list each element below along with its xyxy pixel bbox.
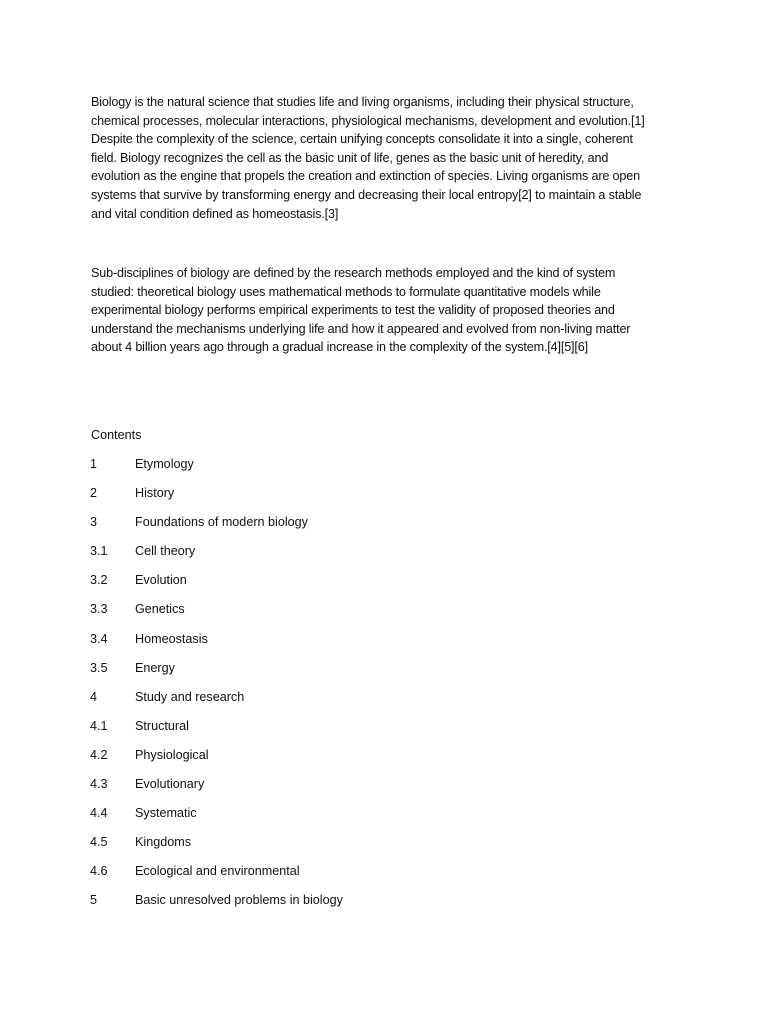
toc-item [90,542,510,571]
toc-item [90,775,510,804]
toc-item [90,688,510,717]
toc-item [90,804,510,833]
toc-item-title: Kingdoms [135,835,192,850]
toc-item [90,600,510,629]
toc-item-number: 3.5 [90,660,108,675]
toc-item-title: Genetics [135,602,185,617]
subdisciplines-paragraph: Sub-disciplines of biology are defined by the research methods employed and the kind of system studied: theoretical biology uses mathematical methods to formulate quantitative models while experimental biology performs empirical experiments to test the validity of proposed theories and understand the mechanisms underlying life and how it appeared and evolved from non-living matter about 4 billion years ago through a gradual increase in the complexity of the system.[4][5][6] [91,266,631,355]
table-of-contents [90,455,510,921]
toc-item-title: Systematic [135,806,197,821]
toc-item [90,571,510,600]
toc-item-number: 4.1 [90,718,108,733]
toc-item [90,630,510,659]
toc-item-title: Basic unresolved problems in biology [135,893,343,908]
toc-item-number: 3.2 [90,573,108,588]
toc-item-number: 4.3 [90,777,108,792]
intro-paragraph: Biology is the natural science that studies life and living organisms, including their physical structure, chemical processes, molecular interactions, physiological mechanisms, development and evolution.[1] Despite the complexity of the science, certain unifying concepts consolidate it into a single, coherent field. Biology recognizes the cell as the basic unit of life, genes as the basic unit of heredity, and evolution as the engine that propels the creation and extinction of species. Living organisms are open systems that survive by transforming energy and decreasing their local entropy[2] to maintain a stable and vital condition defined as homeostasis.[3] [91,95,645,221]
toc-item-number: 4.6 [90,864,108,879]
toc-item-title: Study and research [135,689,245,704]
toc-item-title: Evolution [135,573,187,588]
toc-item-number: 4.2 [90,747,108,762]
toc-item-title: Homeostasis [135,631,208,646]
toc-item [90,862,510,891]
toc-item-number: 4.4 [90,806,108,821]
toc-item-title: History [135,486,175,501]
toc-item-title: Etymology [135,457,194,471]
toc-item-title: Cell theory [135,544,196,559]
toc-item [90,891,510,920]
toc-item-number: 2 [90,486,98,501]
toc-item-number: 3.1 [90,544,108,559]
toc-item-number: 3.4 [90,631,108,646]
toc-item [90,484,510,513]
toc-item-number: 1 [90,457,98,471]
toc-item [90,659,510,688]
toc-item-title: Foundations of modern biology [135,515,308,530]
toc-item [90,833,510,862]
toc-item [90,513,510,542]
toc-item [90,746,510,775]
toc-item [90,717,510,746]
toc-item-number: 3 [90,515,98,530]
toc-item [90,455,510,484]
toc-item-number: 3.3 [90,602,108,617]
toc-item-title: Ecological and environmental [135,864,300,879]
toc-item-number: 4 [90,689,98,704]
toc-item-title: Energy [135,660,175,675]
contents-heading: Contents [91,428,142,442]
toc-item-number: 5 [90,893,98,908]
toc-item-title: Structural [135,718,189,733]
toc-item-title: Evolutionary [135,777,205,792]
toc-item-number: 4.5 [90,835,108,850]
toc-item-title: Physiological [135,747,209,762]
